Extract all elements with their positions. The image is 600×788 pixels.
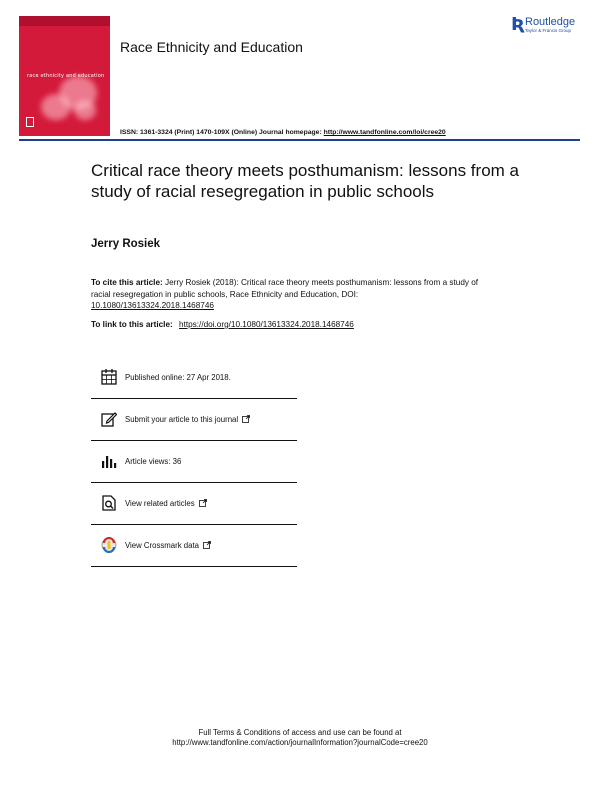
header-divider [19,139,580,141]
routledge-logo-icon: Ʀ [511,14,525,35]
article-views-row [91,440,297,483]
cover-top-band [19,16,110,26]
bar-chart-icon [100,452,118,470]
related-articles-link[interactable]: View related articles [125,498,195,508]
article-title: Critical race theory meets posthumanism: lessons from a study of racial resegregation in public schools [91,161,519,201]
issn-line [120,129,446,136]
related-search-icon [100,494,118,512]
cover-art-shape [74,100,96,120]
external-link-icon [242,415,250,423]
crossmark-row[interactable] [91,524,297,567]
related-articles-row[interactable] [91,482,297,525]
journal-name: Race Ethnicity and Education [120,39,303,55]
submit-article-link[interactable]: Submit your article to this journal [125,414,239,424]
publisher-name: Routledge [525,16,576,28]
citation-doi-link[interactable]: 10.1080/13613324.2018.1468746 [91,301,214,310]
published-date: Published online: 27 Apr 2018. [125,372,231,382]
external-link-icon [199,499,207,507]
cover-title: race ethnicity and education [27,73,105,79]
article-author: Jerry Rosiek [91,238,161,250]
footer [0,728,600,748]
calendar-icon [100,368,118,386]
crossmark-icon [100,536,118,554]
article-doi-link[interactable]: https://doi.org/10.1080/13613324.2018.1468746 [179,320,354,329]
journal-cover-image [19,16,110,136]
cover-art-shape [41,94,71,120]
submit-article-row[interactable] [91,398,297,441]
article-link-line [91,320,354,329]
terms-url[interactable]: http://www.tandfonline.com/action/journalInformation?journalCode=cree20 [172,738,428,747]
crossmark-link[interactable]: View Crossmark data [125,540,199,550]
link-label: To link to this article: [91,320,176,329]
citation-label: To cite this article: [91,278,163,287]
article-views: Article views: 36 [125,456,182,466]
publisher-logo [511,16,575,36]
cover-publisher-logo [26,117,34,127]
published-row [91,356,297,399]
issn-text: ISSN: 1361-3324 (Print) 1470-109X (Online) Journal homepage: [120,129,324,136]
terms-text: Full Terms & Conditions of access and use can be found at [198,728,402,737]
edit-icon [100,410,118,428]
citation-block [91,277,491,312]
publisher-tagline: Taylor & Francis Group [525,28,572,33]
journal-homepage-link[interactable]: http://www.tandfonline.com/loi/cree20 [323,129,446,136]
external-link-icon [203,541,211,549]
citation-text: Jerry Rosiek (2018): Critical race theory meets posthumanism: lessons from a study of racial resegregation in public schools, Race Ethnicity and Education, DOI: [91,278,479,299]
